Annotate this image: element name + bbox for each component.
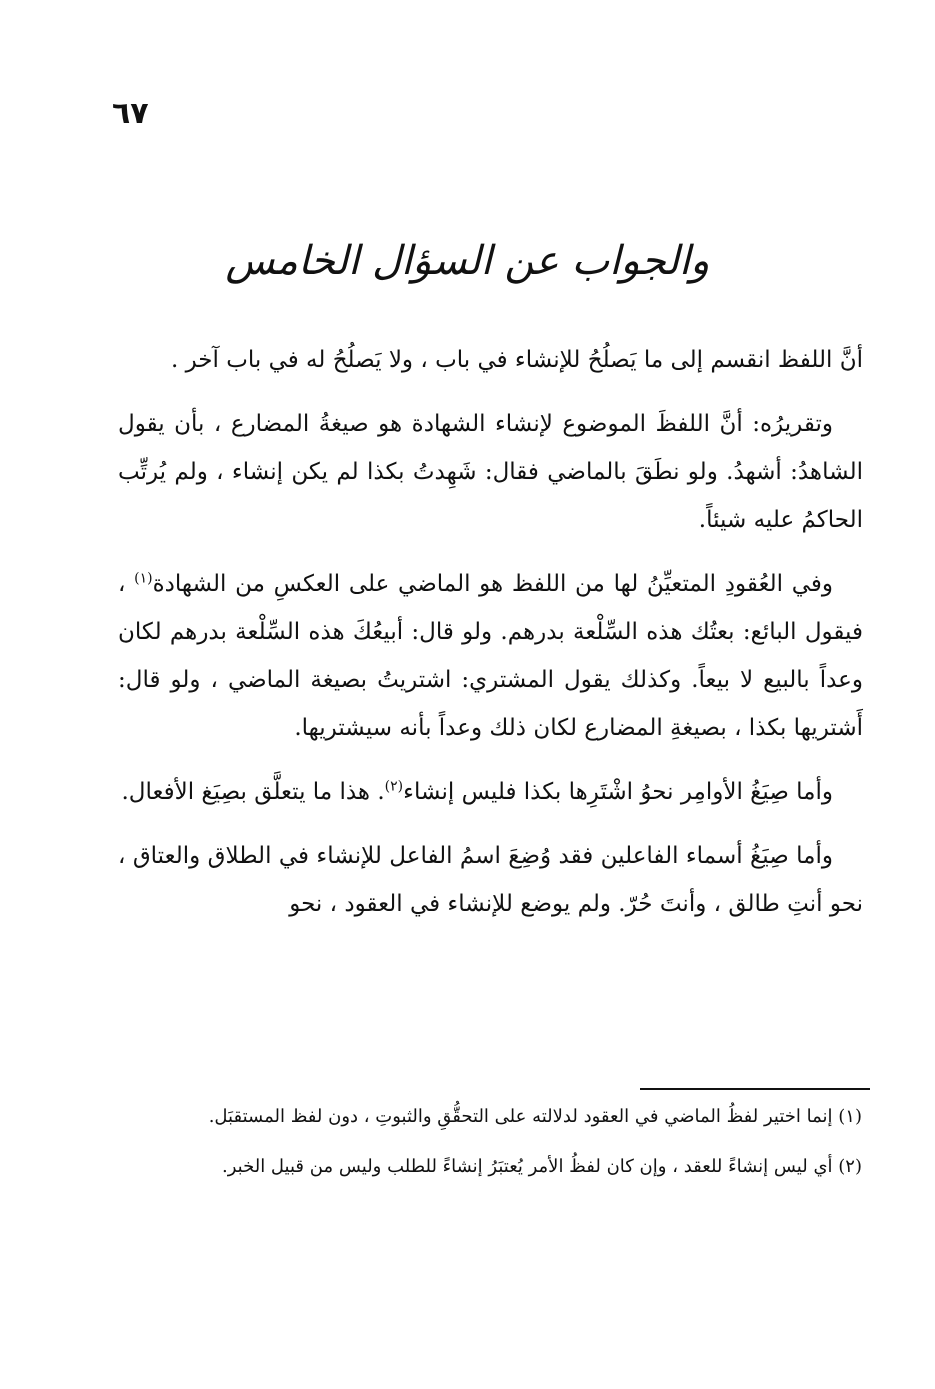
paragraph-2: وتقريرُه: أنَّ اللفظَ الموضوع لإنشاء الشهادة هو صيغةُ المضارع ، بأن يقول الشاهدُ: أشهدُ. ولو نطَقَ بالماضي فقال: شَهِدتُ بكذا لم يكن إنشاء ، ولم يُرتِّب الحاكمُ عليه شيئاً. bbox=[118, 411, 863, 533]
footnote-ref-1[interactable]: (١) bbox=[134, 570, 153, 587]
paragraph-3-part-b: ، فيقول البائع: بعتُك هذه السِّلْعة بدرهم. ولو قال: أبيعُكَ هذه السِّلْعة بدرهم لكان وعداً بالبيع لا بيعاً. وكذلك يقول المشتري: اشتريتُ بصيغة الماضي ، ولو قال: أَشتريها بكذا ، بصيغةِ المضارع لكان ذلك وعداً بأنه سيشتريها. bbox=[118, 571, 863, 741]
paragraph-4-part-a: وأما صِيَغُ الأوامِر نحوُ اشْتَرِها بكذا فليس إنشاء bbox=[403, 779, 833, 805]
paragraph-1: أنَّ اللفظ انقسم إلى ما يَصلُحُ للإنشاء في باب ، ولا يَصلُحُ له في باب آخر . bbox=[170, 347, 863, 373]
footnote-divider bbox=[640, 1088, 870, 1090]
body-text bbox=[118, 336, 863, 944]
paragraph-4-part-b: . هذا ما يتعلَّق بصِيَغ الأفعال. bbox=[121, 779, 385, 805]
footnote-2-marker: (٢) bbox=[838, 1156, 862, 1177]
section-heading: والجواب عن السؤال الخامس bbox=[225, 238, 710, 284]
paragraph-4 bbox=[118, 768, 863, 816]
footnote-ref-2[interactable]: (٢) bbox=[384, 778, 404, 795]
footnote-2 bbox=[118, 1148, 870, 1186]
paragraph-3-part-a: وفي العُقودِ المتعيِّنُ لها من اللفظ هو الماضي على العكسِ من الشهادة bbox=[152, 571, 833, 597]
footnote-1-marker: (١) bbox=[838, 1106, 862, 1127]
paragraph-3 bbox=[118, 560, 863, 752]
footnotes bbox=[118, 1098, 870, 1198]
footnote-2-text: أي ليس إنشاءً للعقد ، وإن كان لفظُ الأمر يُعتبَرُ إنشاءً للطلب وليس من قبيل الخبر. bbox=[222, 1156, 839, 1177]
footnote-1 bbox=[118, 1098, 870, 1136]
paragraph-5: وأما صِيَغُ أسماء الفاعلين فقد وُضِعَ اسمُ الفاعل للإنشاء في الطلاق والعتاق ، نحو أنتِ طالق ، وأنتَ حُرّ. ولم يوضع للإنشاء في العقود ، نحو bbox=[118, 843, 863, 917]
page-number: ٦٧ bbox=[112, 96, 149, 131]
footnote-1-text: إنما اختير لفظُ الماضي في العقود لدلالته على التحقُّقِ والثبوتِ ، دون لفظ المستقبَل. bbox=[208, 1106, 839, 1127]
